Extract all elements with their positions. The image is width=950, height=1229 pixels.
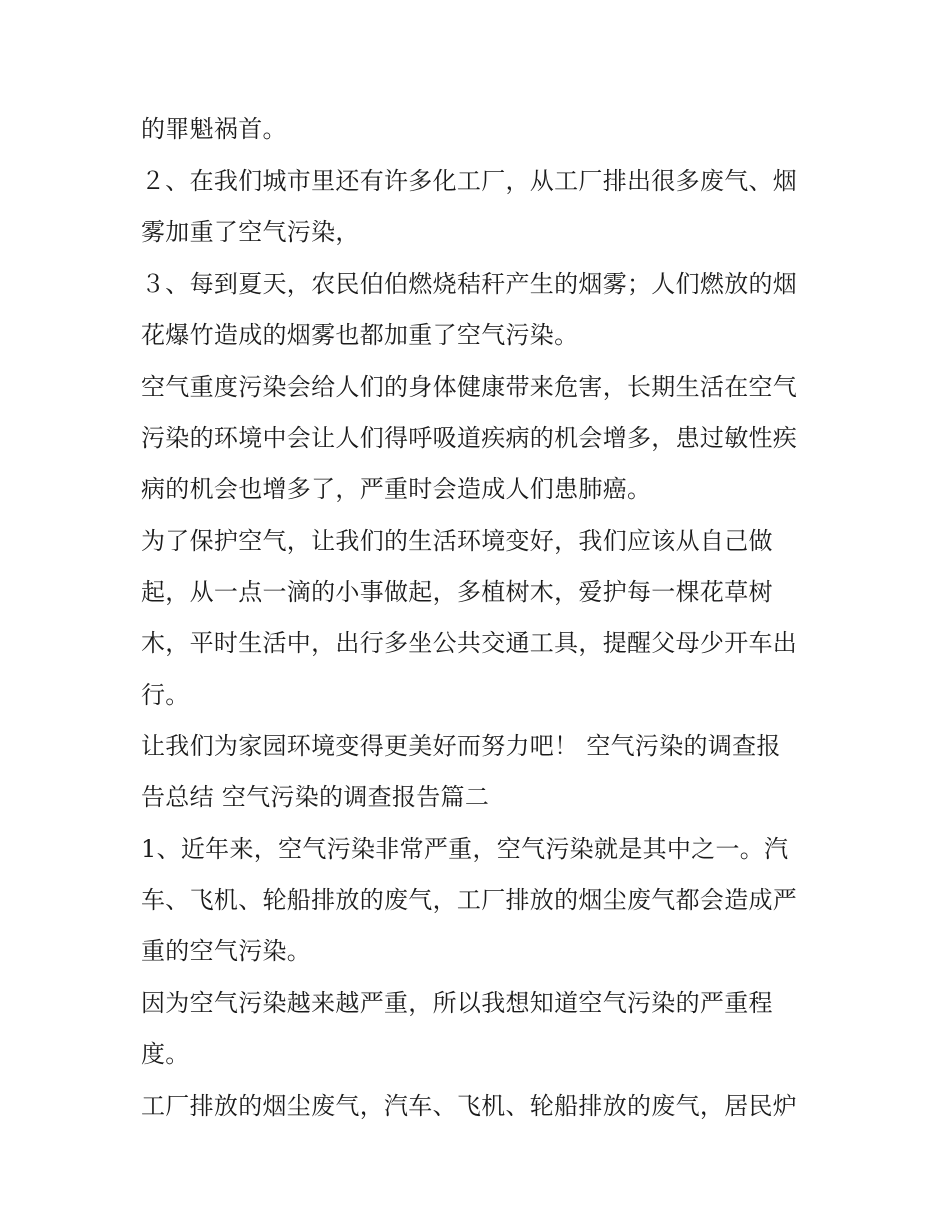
text-line: 行。 (141, 681, 190, 709)
text-line: ２、在我们城市里还有许多化工厂，从工厂排出很多废气、烟 (141, 167, 798, 195)
text-line: 空气重度污染会给人们的身体健康带来危害，长期生活在空气 (141, 373, 798, 401)
text-line: 起，从一点一滴的小事做起，多植树木，爱护每一棵花草树 (141, 578, 773, 606)
text-line: 花爆竹造成的烟雾也都加重了空气污染。 (141, 321, 579, 349)
text-line: 雾加重了空气污染， (141, 218, 360, 246)
text-line: 车、飞机、轮船排放的废气，工厂排放的烟尘废气都会造成严 (141, 886, 798, 914)
text-line: 工厂排放的烟尘废气，汽车、飞机、轮船排放的废气，居民炉 (141, 1092, 798, 1120)
text-line: 让我们为家园环境变得更美好而努力吧！ 空气污染的调查报 (141, 732, 781, 760)
text-line: 告总结 空气污染的调查报告篇二 (141, 783, 490, 811)
text-line: 污染的环境中会让人们得呼吸道疾病的机会增多，患过敏性疾 (141, 424, 798, 452)
text-line: 因为空气污染越来越严重，所以我想知道空气污染的严重程 (141, 989, 773, 1017)
text-line: 1、近年来，空气污染非常严重，空气污染就是其中之一。汽 (141, 835, 789, 863)
text-line: 木，平时生活中，出行多坐公共交通工具，提醒父母少开车出 (141, 629, 798, 657)
text-line: 病的机会也增多了，严重时会造成人们患肺癌。 (141, 475, 652, 503)
text-line: 为了保护空气，让我们的生活环境变好，我们应该从自己做 (141, 527, 773, 555)
text-line: 度。 (141, 1040, 190, 1068)
text-line: ３、每到夏天，农民伯伯燃烧秸秆产生的烟雾；人们燃放的烟 (141, 270, 798, 298)
text-line: 的罪魁祸首。 (141, 115, 287, 143)
text-line: 重的空气污染。 (141, 937, 312, 965)
